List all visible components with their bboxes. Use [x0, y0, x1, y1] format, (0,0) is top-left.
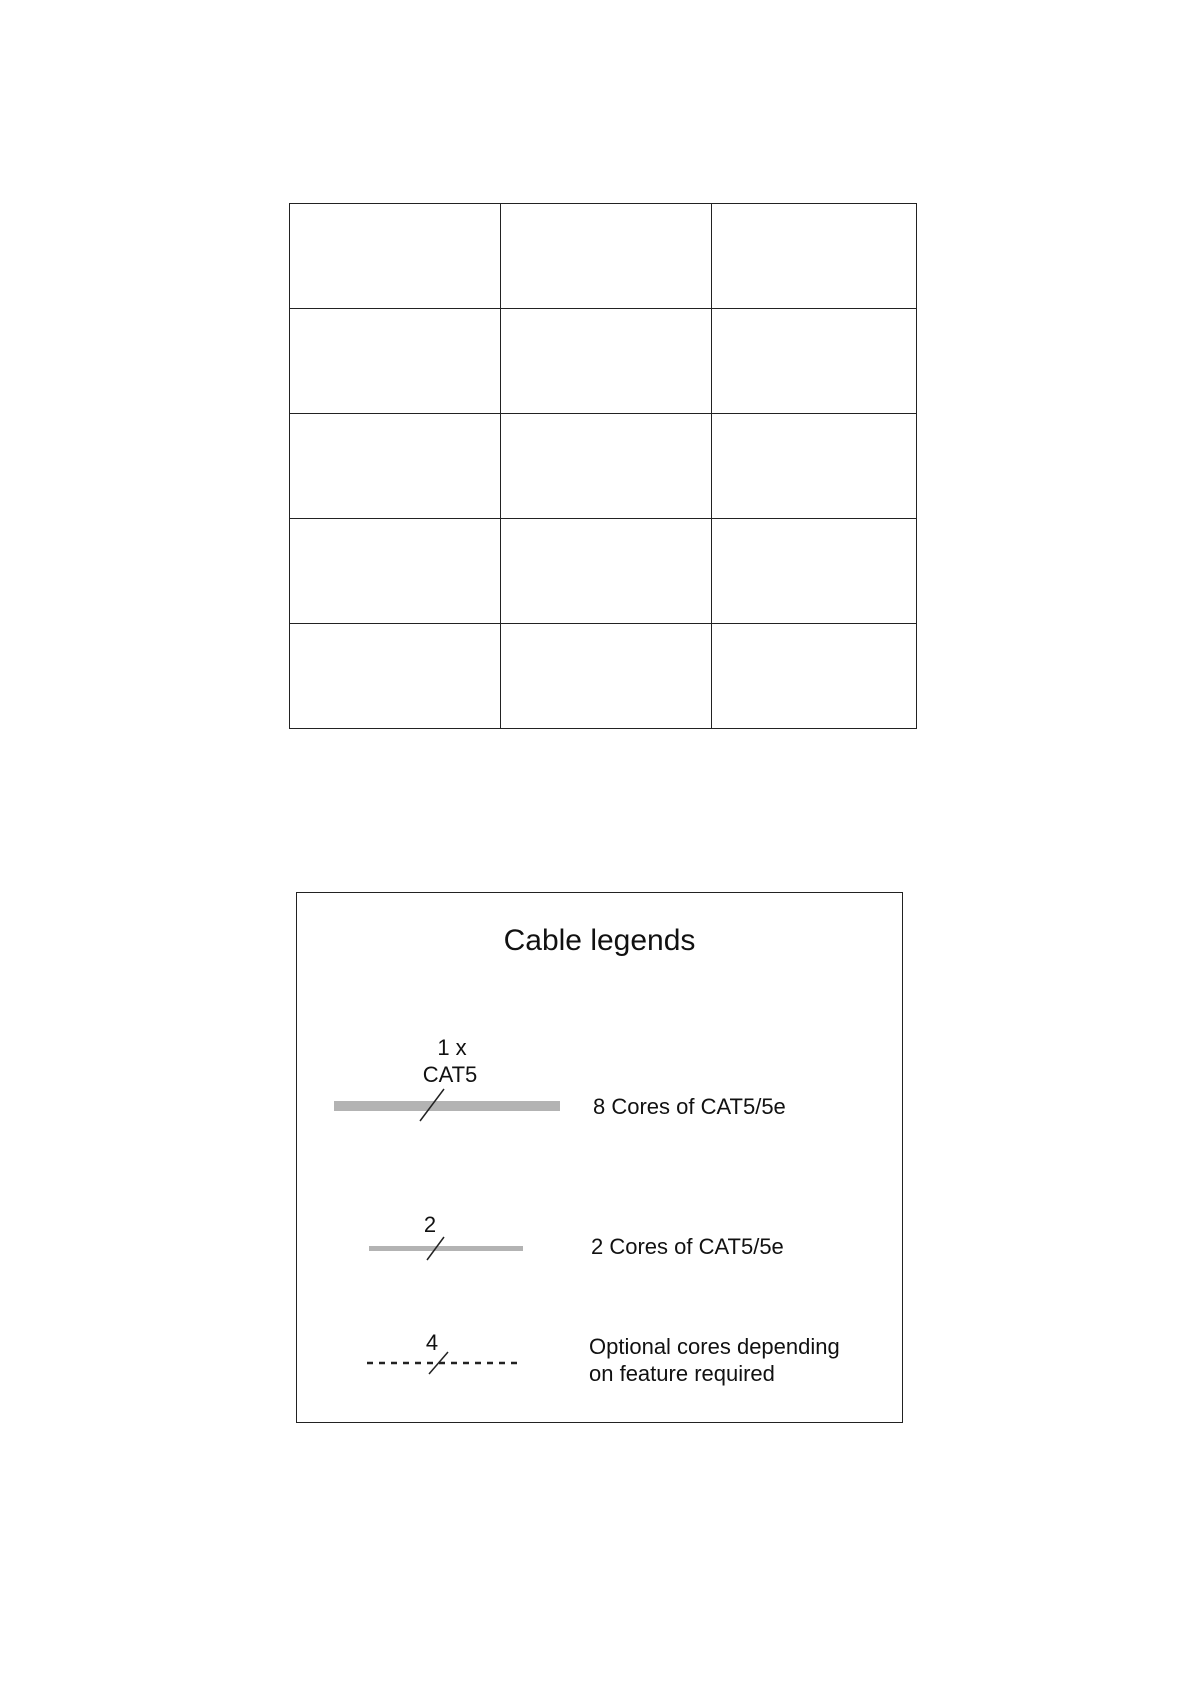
table-cell	[501, 309, 712, 414]
description-line: 2 Cores of CAT5/5e	[591, 1234, 784, 1259]
symbol-label-type: CAT5	[422, 1062, 478, 1087]
table-row	[290, 624, 917, 729]
thin-gray-cable-line	[369, 1246, 523, 1251]
table-row	[290, 519, 917, 624]
table-cell	[501, 624, 712, 729]
table-cell	[290, 414, 501, 519]
table-cell	[501, 204, 712, 309]
table-row	[290, 414, 917, 519]
legend-description-optional	[589, 1333, 840, 1387]
thick-gray-cable-line	[334, 1101, 560, 1111]
table-cell	[501, 414, 712, 519]
table-row	[290, 204, 917, 309]
description-line: on feature required	[589, 1361, 775, 1386]
legend-symbol-cat5-thick	[334, 1035, 560, 1121]
legend-description-8-cores	[593, 1093, 786, 1120]
table-cell	[712, 204, 917, 309]
description-line: 8 Cores of CAT5/5e	[593, 1094, 786, 1119]
table-cell	[290, 624, 501, 729]
table-cell	[290, 519, 501, 624]
symbol-label-count: 2	[423, 1212, 437, 1237]
table-row	[290, 309, 917, 414]
symbol-label-qty: 1 x	[437, 1035, 467, 1060]
table-cell	[712, 624, 917, 729]
table-cell	[712, 519, 917, 624]
legend-symbol-optional	[367, 1330, 523, 1374]
legend-description-2-cores	[591, 1233, 784, 1260]
table-cell	[290, 204, 501, 309]
cable-legend-box	[296, 892, 903, 1423]
table-cell	[290, 309, 501, 414]
table-cell	[501, 519, 712, 624]
table-cell	[712, 309, 917, 414]
legend-symbol-2-cores	[369, 1212, 523, 1260]
description-line: Optional cores depending	[589, 1334, 840, 1359]
symbol-label-count: 4	[425, 1330, 439, 1355]
legend-title: Cable legends	[503, 924, 696, 957]
empty-grid-table	[289, 203, 917, 729]
table-cell	[712, 414, 917, 519]
